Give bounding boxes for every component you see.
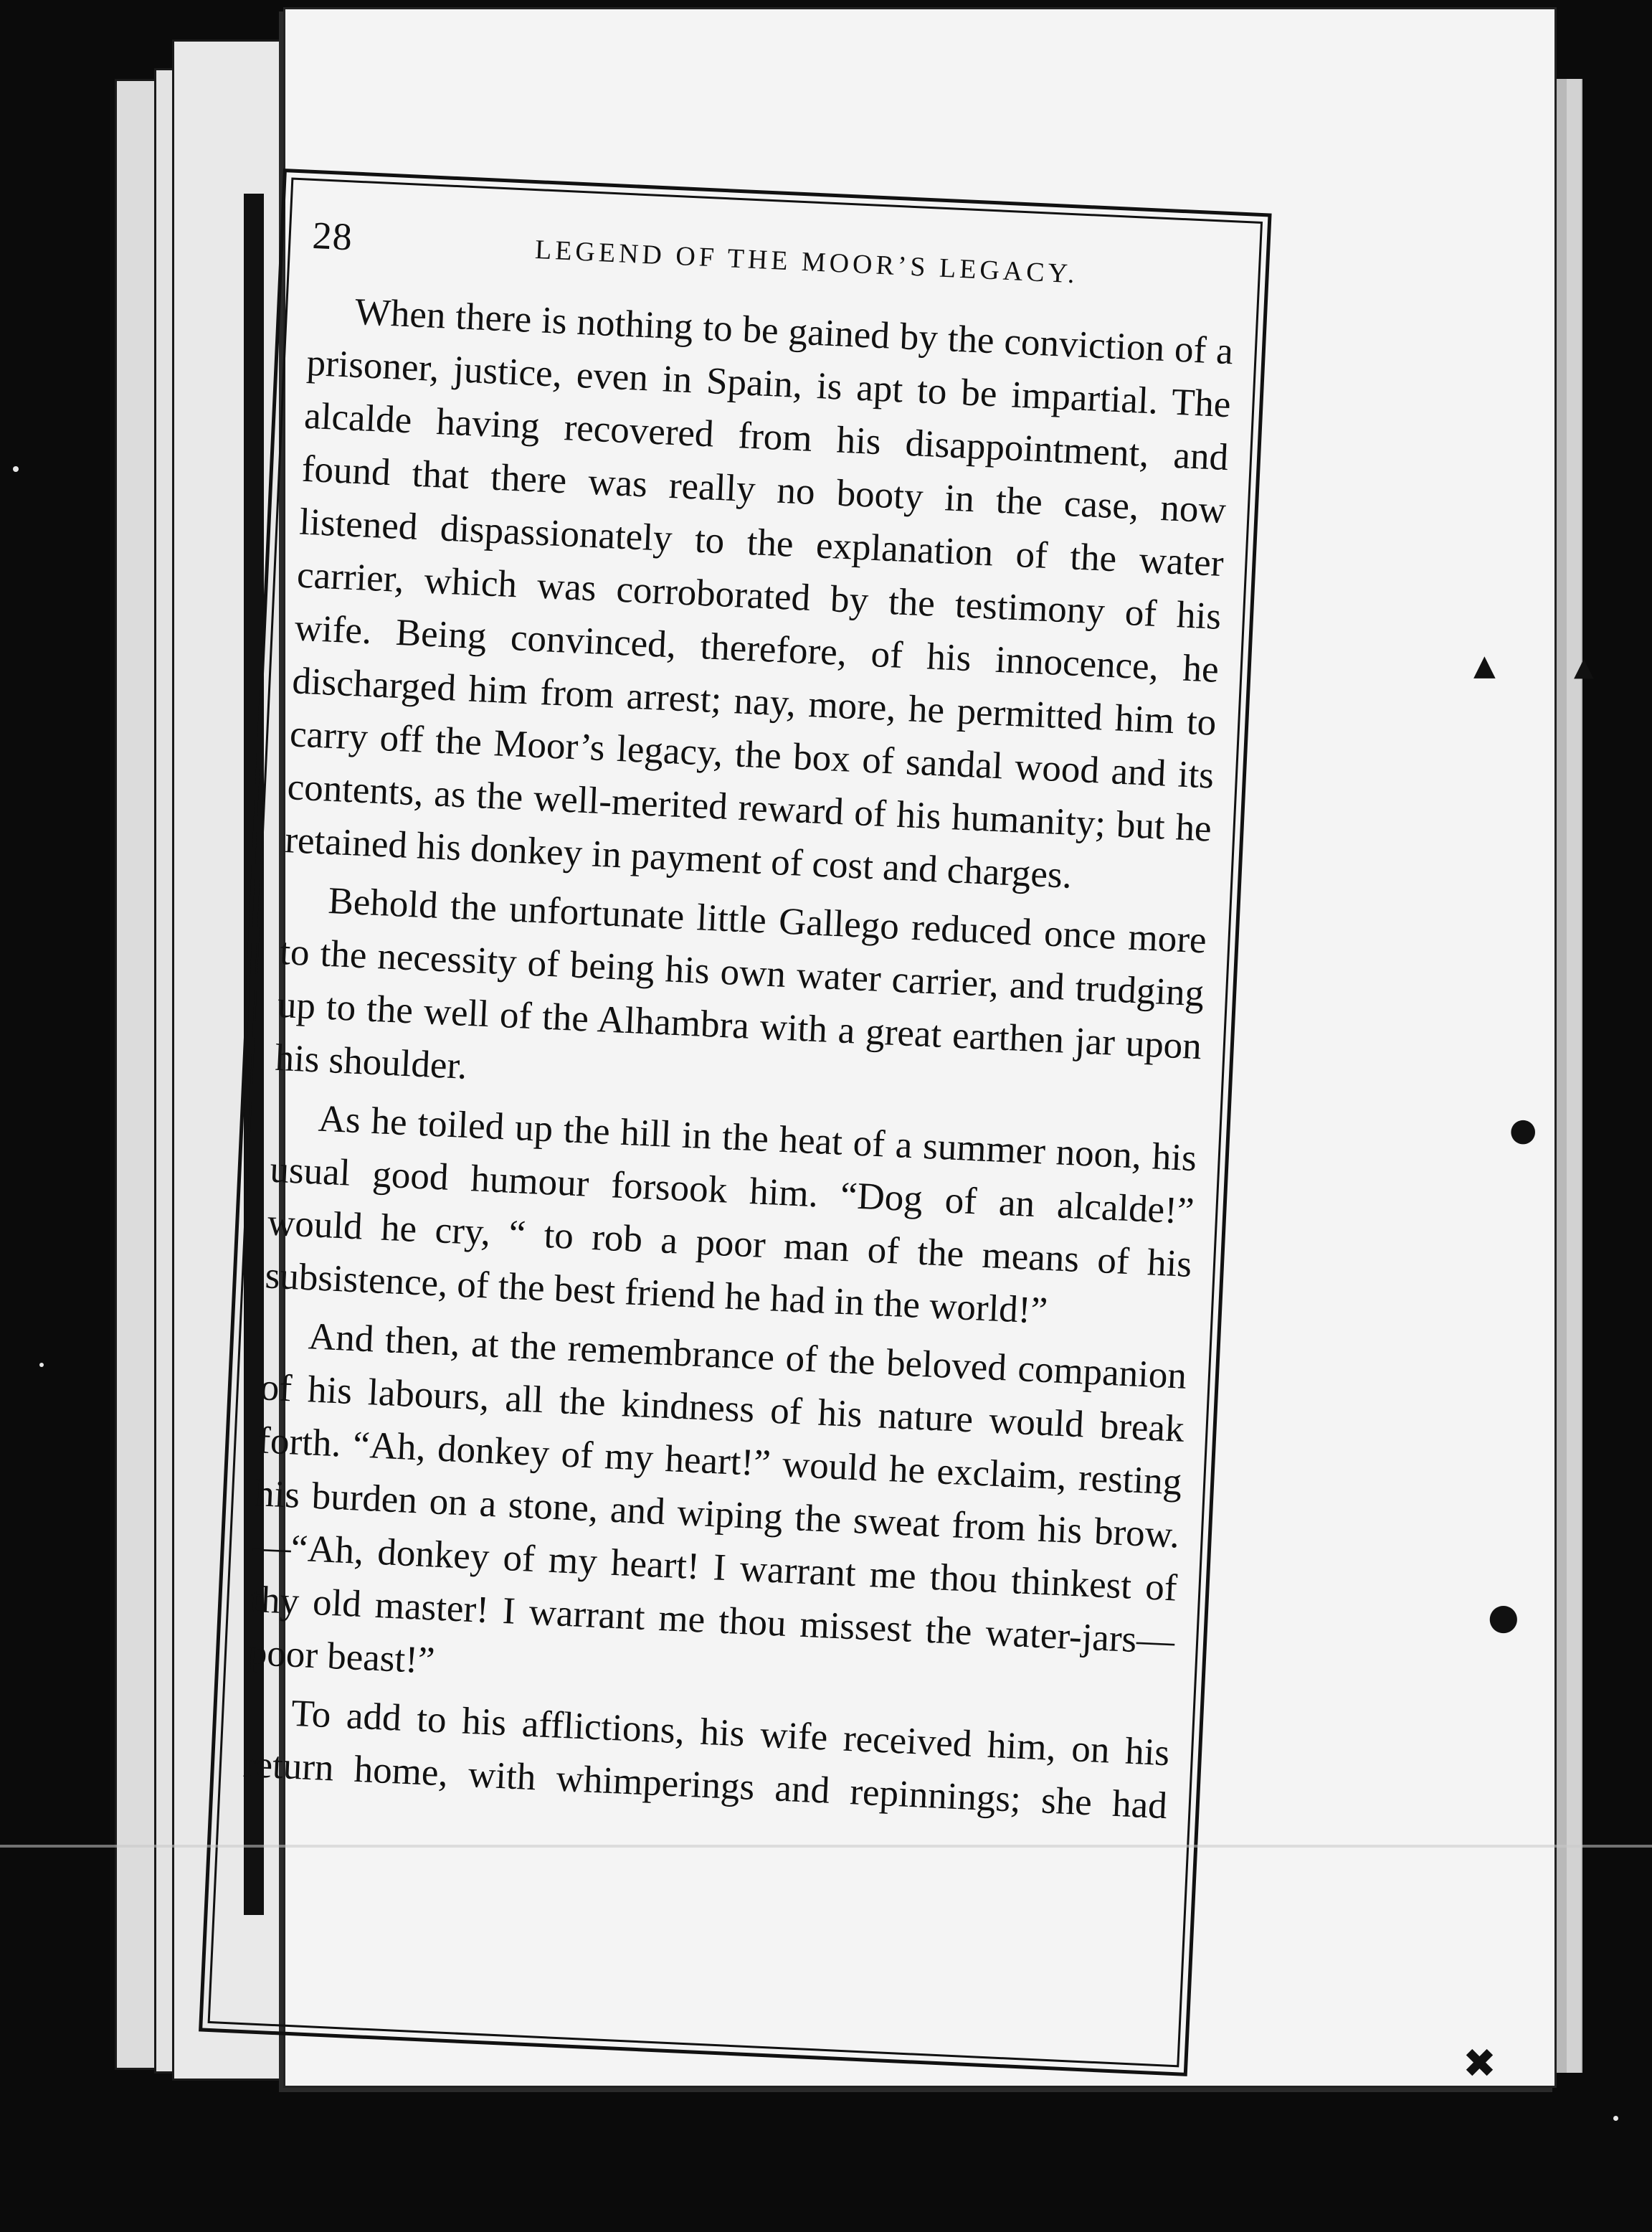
- dust-speck: [13, 466, 19, 472]
- binding-mark: ✖: [1463, 2041, 1496, 2087]
- page-number: 28: [311, 213, 354, 259]
- facing-page-edge-inner: [1567, 79, 1581, 2073]
- paragraph: When there is nothing to be gained by the conviction of a prisoner, justice, even in Spain, is apt to be impartial. The alcalde having recovered from his disappointment, and found that there was really no booty in the case, now listened dispassionately to the explanation of the water carrier, which was corroborated by the testimony of his wife. Being convinced, therefore, of his innocence, he discharged him from arrest; nay, more, he permitted him to carry off the Moor’s legacy, the box of sandal wood and its contents, as the well-merited reward of his humanity; but he retained his donkey in payment of cost and charges.: [284, 290, 1235, 897]
- binding-mark: ●: [1509, 1112, 1537, 1148]
- dust-speck: [39, 1363, 44, 1367]
- page-text: [242, 213, 1238, 1838]
- paragraph: And then, at the remembrance of the beloved companion of his labours, all the kindness of his nature would break forth. “Ah, donkey of my heart!” would he exclaim, resting his burden on a stone, and wiping the sweat from his brow.—“Ah, donkey of my heart! I warrant me thou thinkest of thy old master! I warrant me thou missest the water-jars—poor beast!”: [247, 1315, 1188, 1682]
- paragraph: To add to his afflictions, his wife received him, on his return home, with whimperings and repinnings; she had: [242, 1692, 1171, 1827]
- scan-artifact-line: [0, 1845, 1652, 1848]
- paragraph: As he toiled up the hill in the heat of a summer noon, his usual good humour forsook him. “Dog of an alcalde!” would he cry, “ to rob a poor man of the means of his subsistence, of the best friend he had in the world!”: [264, 1097, 1198, 1332]
- binding-mark: ▲: [1574, 653, 1594, 682]
- binding-mark: ●: [1488, 1596, 1519, 1637]
- printed-text-block: [199, 169, 1272, 2076]
- binding-mark: ▲: [1473, 649, 1496, 682]
- running-head: LEGEND OF THE MOOR’S LEGACY.: [534, 235, 1079, 290]
- paragraph: Behold the unfortunate little Gallego reduced once more to the necessity of being his own water carrier, and trudging up to the well of the Alhambra with a great earthen jar upon his shoulder.: [274, 879, 1207, 1087]
- dust-speck: [1613, 2116, 1618, 2121]
